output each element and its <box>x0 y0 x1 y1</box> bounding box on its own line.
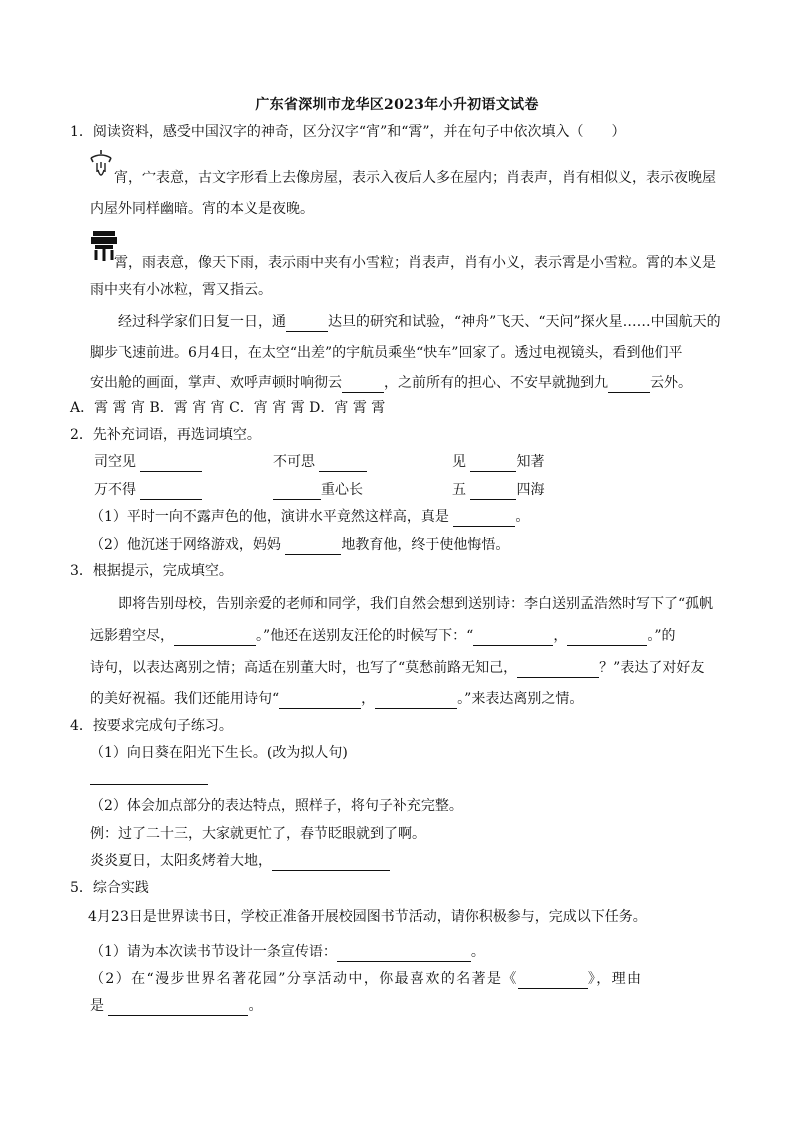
q2-blank[interactable] <box>285 539 341 555</box>
q2-sentence-2 <box>90 535 509 555</box>
q3-text: 远影碧空尽， <box>90 628 174 644</box>
q3-line4 <box>90 689 583 709</box>
q5-task-1 <box>90 942 485 962</box>
q3-line2 <box>90 626 676 646</box>
q4-prompt: 4．按要求完成句子练习。 <box>70 718 233 734</box>
q2-word-text: 万不得 <box>94 482 136 498</box>
q2-sentence-1 <box>90 507 529 527</box>
q2-word-1 <box>94 452 202 472</box>
q2-word-5 <box>273 480 363 500</box>
q3-text: ？”表达了对好友 <box>599 660 705 676</box>
q5-task-2 <box>90 969 642 989</box>
q5-text: （2）在“漫步世界名著花园”分享活动中，你最喜欢的名著是《 <box>90 971 518 987</box>
q3-line1: 即将告别母校，告别亲爱的老师和同学，我们自然会想到送别诗：李白送别孟浩然时写下了“孤帆 <box>118 596 714 612</box>
q3-text: 。”来表达离别之情。 <box>457 691 584 707</box>
q1-passage-text: 安出舱的画面，掌声、欢呼声顿时响彻云 <box>90 375 342 391</box>
q4-example: 例：过了二十三，大家就更忙了，春节眨眼就到了啊。 <box>90 826 426 842</box>
q2-sentence-text: （2）他沉迷于网络游戏，妈妈 <box>90 537 281 553</box>
q1-options: A．霄 霄 宵 B．霄 宵 宵 C．宵 宵 霄 D．宵 霄 霄 <box>70 400 386 416</box>
q1-xiao2-line2: 雨中夹有小冰粒，霄又指云。 <box>90 282 272 298</box>
q2-word-text: 知著 <box>516 454 545 470</box>
q2-blank[interactable] <box>273 484 321 500</box>
q3-blank[interactable] <box>473 630 553 646</box>
q2-sentence-text: （1）平时一向不露声色的他，演讲水平竟然这样高，真是 <box>90 509 449 525</box>
q2-word-4 <box>94 480 202 500</box>
q3-line3 <box>90 658 704 678</box>
ancient-xiao-night-glyph <box>88 148 114 182</box>
q1-passage-text: 经过科学家们日复一日，通 <box>118 314 286 330</box>
q2-sentence-text: 。 <box>515 509 530 525</box>
q5-prompt: 5．综合实践 <box>70 880 149 896</box>
q3-text: ， <box>553 628 568 644</box>
q1-passage-line3 <box>90 373 692 393</box>
q5-text: 。 <box>470 944 485 960</box>
q1-passage-line2: 脚步飞速前进。6月4日，在太空“出差”的宇航员乘坐“快车”回家了。透过电视镜头，看到他们平 <box>90 345 683 361</box>
q1-passage-text: 达旦的研究和试验，“神舟”飞天、“天问”探火星……中国航天的 <box>328 314 721 330</box>
q3-text: ， <box>361 691 376 707</box>
q5-blank[interactable] <box>337 946 471 962</box>
q2-word-text: 不可思 <box>273 454 315 470</box>
q4-answer-line[interactable] <box>90 769 208 785</box>
q1-blank-2[interactable] <box>342 377 384 393</box>
q3-blank[interactable] <box>174 630 256 646</box>
q2-word-text: 重心长 <box>321 482 363 498</box>
q5-intro: 4月23日是世界读书日，学校正准备开展校园图书节活动，请你积极参与，完成以下任务。 <box>88 909 647 925</box>
q1-prompt: 1．阅读资料，感受中国汉字的神奇，区分汉字“宵”和“霄”，并在句子中依次填入（ ） <box>70 124 626 140</box>
q2-blank[interactable] <box>470 456 516 472</box>
q2-blank[interactable] <box>140 456 202 472</box>
q2-word-2 <box>273 452 367 472</box>
q3-text: 诗句，以表达离别之情；高适在别董大时，也写了“莫愁前路无知己， <box>90 660 518 676</box>
q3-blank[interactable] <box>375 693 457 709</box>
q4-fill-text: 炎炎夏日，太阳炙烤着大地， <box>90 853 272 869</box>
page-title: 广东省深圳市龙华区2023年小升初语文试卷 <box>255 97 539 113</box>
q1-passage-line1 <box>118 312 721 332</box>
q2-sentence-text: 地教育他，终于使他悔悟。 <box>341 537 510 553</box>
q2-word-3 <box>452 452 544 472</box>
q2-word-text: 五 <box>452 482 466 498</box>
q3-blank[interactable] <box>517 662 599 678</box>
q5-task-2-cont <box>90 996 262 1016</box>
q1-blank-1[interactable] <box>286 316 328 332</box>
q5-text: 是 <box>90 998 104 1014</box>
q1-xiao1-line1: 宵，宀表意，古文字形看上去像房屋，表示入夜后人多在屋内；肖表声，肖有相似义，表示夜晚屋 <box>114 170 716 186</box>
q2-word-text: 见 <box>452 454 466 470</box>
q5-text: 。 <box>248 998 263 1014</box>
q2-blank[interactable] <box>319 456 367 472</box>
q4-fill <box>90 851 390 871</box>
q2-word-6 <box>452 480 544 500</box>
q2-blank[interactable] <box>453 511 515 527</box>
q3-text: 。”他还在送别友汪伦的时候写下：“ <box>256 628 474 644</box>
q1-passage-text: ，之前所有的担心、不安早就抛到九 <box>384 375 608 391</box>
q3-blank[interactable] <box>567 630 647 646</box>
q3-blank[interactable] <box>279 693 361 709</box>
q4-sentence-2: （2）体会加点部分的表达特点，照样子，将句子补充完整。 <box>90 798 463 814</box>
q2-prompt: 2．先补充词语，再选词填空。 <box>70 427 261 443</box>
q5-blank[interactable] <box>108 1000 248 1016</box>
q2-word-text: 司空见 <box>94 454 136 470</box>
q1-xiao1-line2: 内屋外同样幽暗。宵的本义是夜晚。 <box>90 201 314 217</box>
q3-prompt: 3．根据提示，完成填空。 <box>70 563 233 579</box>
q1-blank-3[interactable] <box>608 377 650 393</box>
q5-text: 》，理由 <box>587 971 643 987</box>
q5-text: （1）请为本次读书节设计一条宣传语： <box>90 944 337 960</box>
q3-text: 。”的 <box>647 628 676 644</box>
q2-blank[interactable] <box>140 484 202 500</box>
q3-text: 的美好祝福。我们还能用诗句“ <box>90 691 280 707</box>
q4-sentence-1: （1）向日葵在阳光下生长。(改为拟人句) <box>90 745 348 761</box>
q1-xiao2-line1: 霄，雨表意，像天下雨，表示雨中夹有小雪粒；肖表声，肖有小义，表示霄是小雪粒。霄的本义是 <box>114 255 716 271</box>
q1-passage-text: 云外。 <box>650 375 692 391</box>
q2-blank[interactable] <box>470 484 516 500</box>
q5-blank[interactable] <box>518 973 588 989</box>
q4-blank[interactable] <box>272 855 390 871</box>
q2-word-text: 四海 <box>516 482 545 498</box>
